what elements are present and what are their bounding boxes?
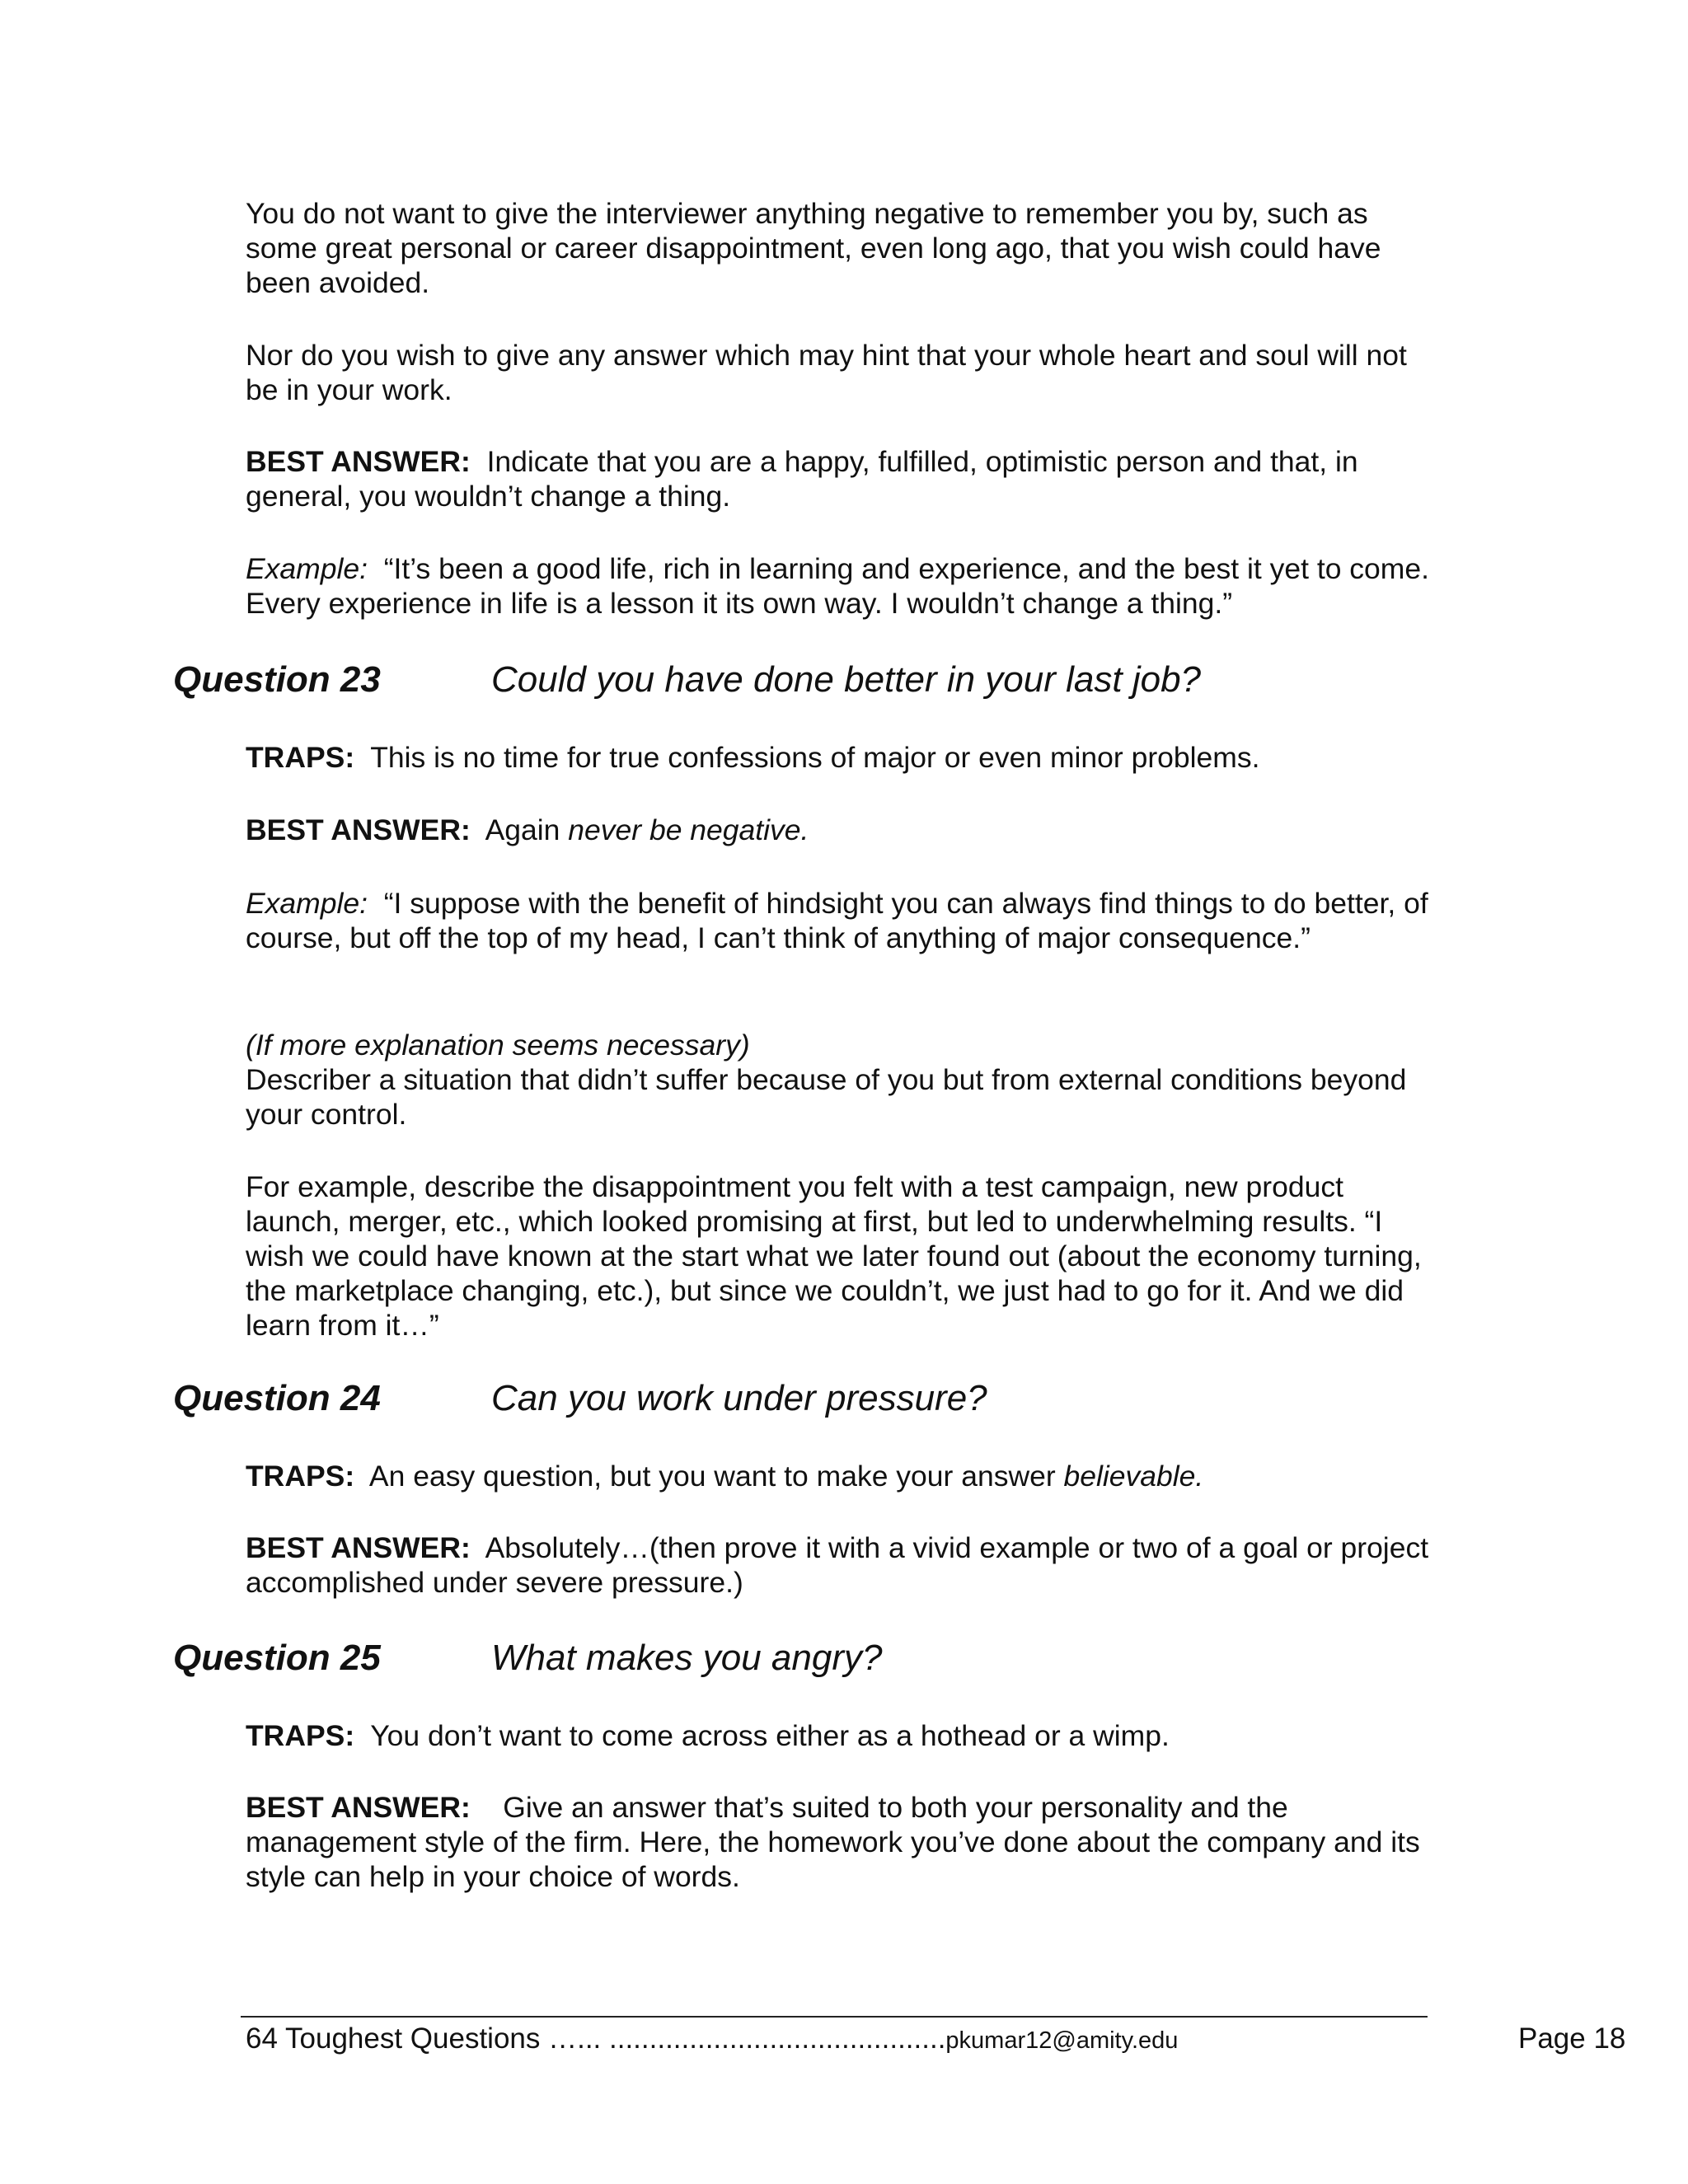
best-answer-label: BEST ANSWER: [246, 1531, 471, 1564]
best-answer-label: BEST ANSWER: [246, 445, 471, 478]
q25-best-answer [246, 1790, 1441, 1894]
footer-email: pkumar12@amity.edu [945, 2027, 1179, 2054]
best-answer-label: BEST ANSWER: [246, 1791, 471, 1824]
question-24-number: Question 24 [173, 1378, 381, 1418]
best-answer-text: Again [485, 813, 560, 846]
paragraph-best-answer-22 [246, 444, 1441, 513]
explanation-note: (If more explanation seems necessary) [246, 1029, 750, 1062]
q23-traps [246, 740, 1441, 775]
example-label: Example: [246, 887, 368, 920]
example-label: Example: [246, 552, 368, 585]
best-answer-emphasis: never be negative. [568, 813, 809, 846]
q23-explanation [246, 1028, 1441, 1132]
q24-best-answer [246, 1530, 1441, 1600]
best-answer-text: Indicate that you are a happy, fulfilled, optimistic person and that, in general, you wouldn’t change a thing. [246, 445, 1358, 513]
q23-example [246, 886, 1441, 955]
traps-emphasis: believable. [1063, 1460, 1204, 1493]
traps-text: An easy question, but you want to make your answer [368, 1460, 1056, 1493]
explanation-text: Describer a situation that didn’t suffer because of you but from external conditions beyond your control. [246, 1063, 1407, 1131]
traps-label: TRAPS: [246, 1719, 355, 1752]
paragraph-negative: You do not want to give the interviewer anything negative to remember you by, such as some great personal or career disappointment, even long ago, that you wish could have been avoided. [246, 197, 1381, 299]
traps-text: This is no time for true confessions of major or even minor problems. [370, 741, 1260, 774]
q25-traps [246, 1718, 1441, 1753]
q24-traps [246, 1459, 1441, 1493]
question-24-text: Can you work under pressure? [491, 1378, 987, 1418]
question-23-number: Question 23 [173, 659, 381, 700]
best-answer-text: Absolutely…(then prove it with a vivid example or two of a goal or project accomplished under severe pressure.) [246, 1531, 1429, 1599]
footer-title [246, 2021, 1178, 2059]
best-answer-text: Give an answer that’s suited to both your personality and the management style of the firm. Here, the homework you’ve done about the company and its style can help in your choice of words. [246, 1791, 1420, 1893]
traps-text: You don’t want to come across either as a hothead or a wimp. [370, 1719, 1170, 1752]
paragraph-example-22 [246, 551, 1441, 621]
example-text: “I suppose with the benefit of hindsight you can always find things to do better, of course, but off the top of my head, I can’t think of anything of major consequence.” [246, 887, 1428, 954]
q23-for-example: For example, describe the disappointment you felt with a test campaign, new product launch, merger, etc., which looked promising at first, but led to underwhelming results. “I wish we could have known at the start what we later found out (about the economy turning, the marketplace changing, etc.), but since we couldn’t, we just had to go for it. And we did learn from it…” [246, 1170, 1422, 1342]
question-25-number: Question 25 [173, 1638, 381, 1678]
footer-title-text: 64 Toughest Questions …... .......................................... [246, 2022, 946, 2055]
best-answer-label: BEST ANSWER: [246, 813, 471, 846]
page-number: Page 18 [1518, 2022, 1626, 2055]
question-25-text: What makes you angry? [491, 1638, 883, 1678]
paragraph-heart-and-soul: Nor do you wish to give any answer which may hint that your whole heart and soul will not be in your work. [246, 339, 1407, 406]
traps-label: TRAPS: [246, 1460, 355, 1493]
footer-rule [241, 2016, 1428, 2018]
example-text: “It’s been a good life, rich in learning and experience, and the best it yet to come. Every experience in life is a lesson it its own way. I wouldn’t change a thing.” [246, 552, 1429, 620]
q23-best-answer [246, 813, 1441, 847]
question-23-text: Could you have done better in your last job? [491, 659, 1202, 700]
traps-label: TRAPS: [246, 741, 355, 774]
